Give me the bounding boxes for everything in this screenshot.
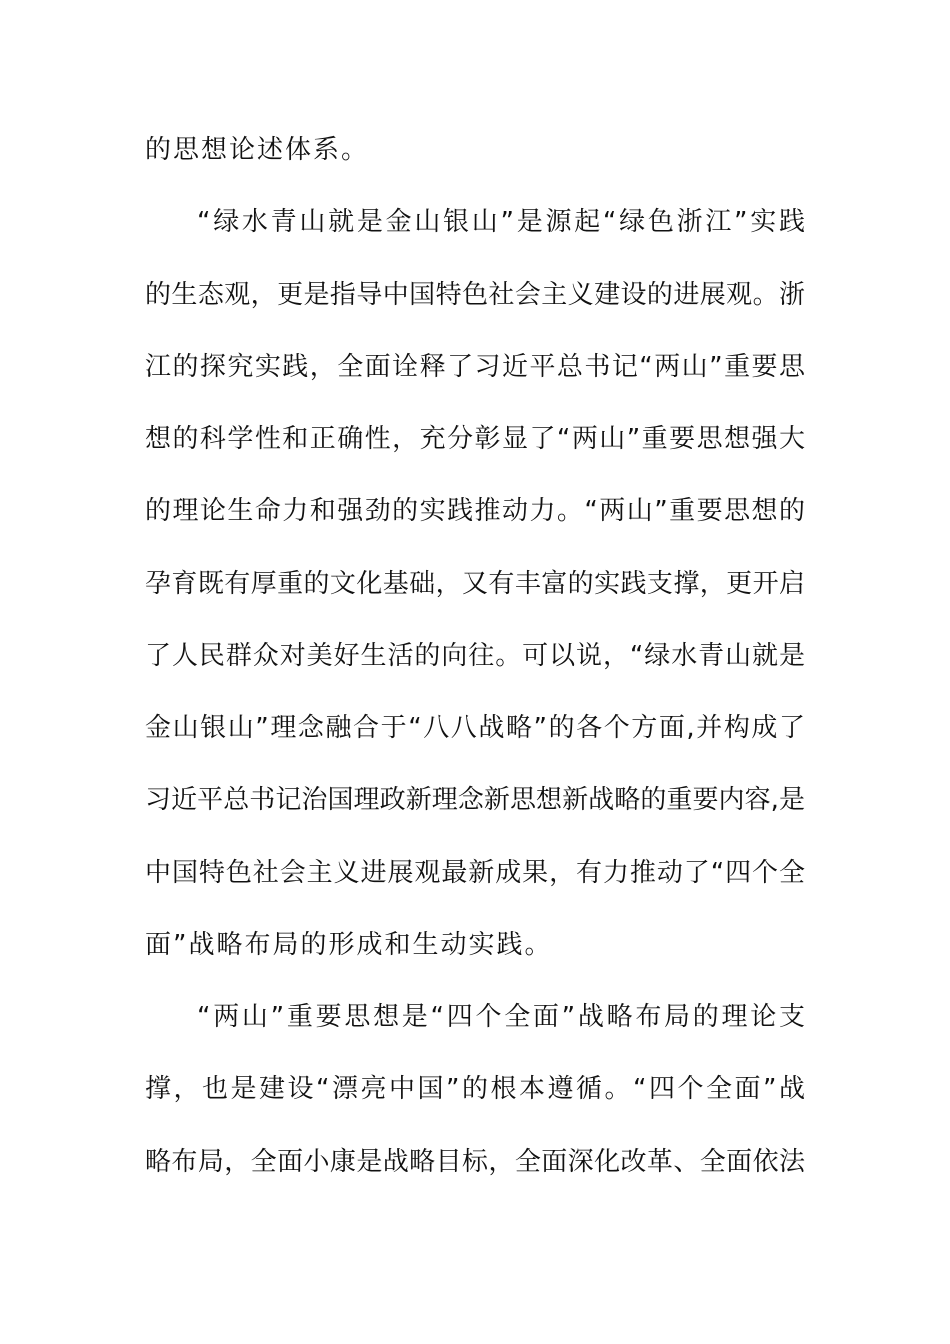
text-line: 的理论生命力和强劲的实践推动力。“两山”重要思想的 — [145, 496, 805, 526]
text-line: 撑，也是建设“漂亮中国”的根本遵循。“四个全面”战 — [145, 1074, 805, 1104]
text-line: 的生态观，更是指导中国特色社会主义建设的进展观。浙 — [145, 280, 805, 310]
text-line: 想的科学性和正确性，充分彰显了“两山”重要思想强大 — [145, 424, 805, 454]
text-line: 习近平总书记治国理政新理念新思想新战略的重要内容,是 — [145, 785, 805, 815]
text-line: 了人民群众对美好生活的向往。可以说，“绿水青山就是 — [145, 641, 805, 671]
paragraph-first-line: “两山”重要思想是“四个全面”战略布局的理论支 — [197, 1002, 805, 1032]
text-line: 中国特色社会主义进展观最新成果，有力推动了“四个全 — [145, 858, 805, 888]
text-line: 江的探究实践，全面诠释了习近平总书记“两山”重要思 — [145, 352, 805, 382]
text-line: 略布局，全面小康是战略目标，全面深化改革、全面依法 — [145, 1147, 805, 1177]
text-line: 金山银山”理念融合于“八八战略”的各个方面,并构成了 — [145, 713, 805, 743]
text-line: 孕育既有厚重的文化基础，又有丰富的实践支撑，更开启 — [145, 569, 805, 599]
text-line: 的思想论述体系。 — [145, 135, 370, 165]
paragraph-first-line: “绿水青山就是金山银山”是源起“绿色浙江”实践 — [197, 207, 805, 237]
text-line: 面”战略布局的形成和生动实践。 — [145, 930, 553, 960]
